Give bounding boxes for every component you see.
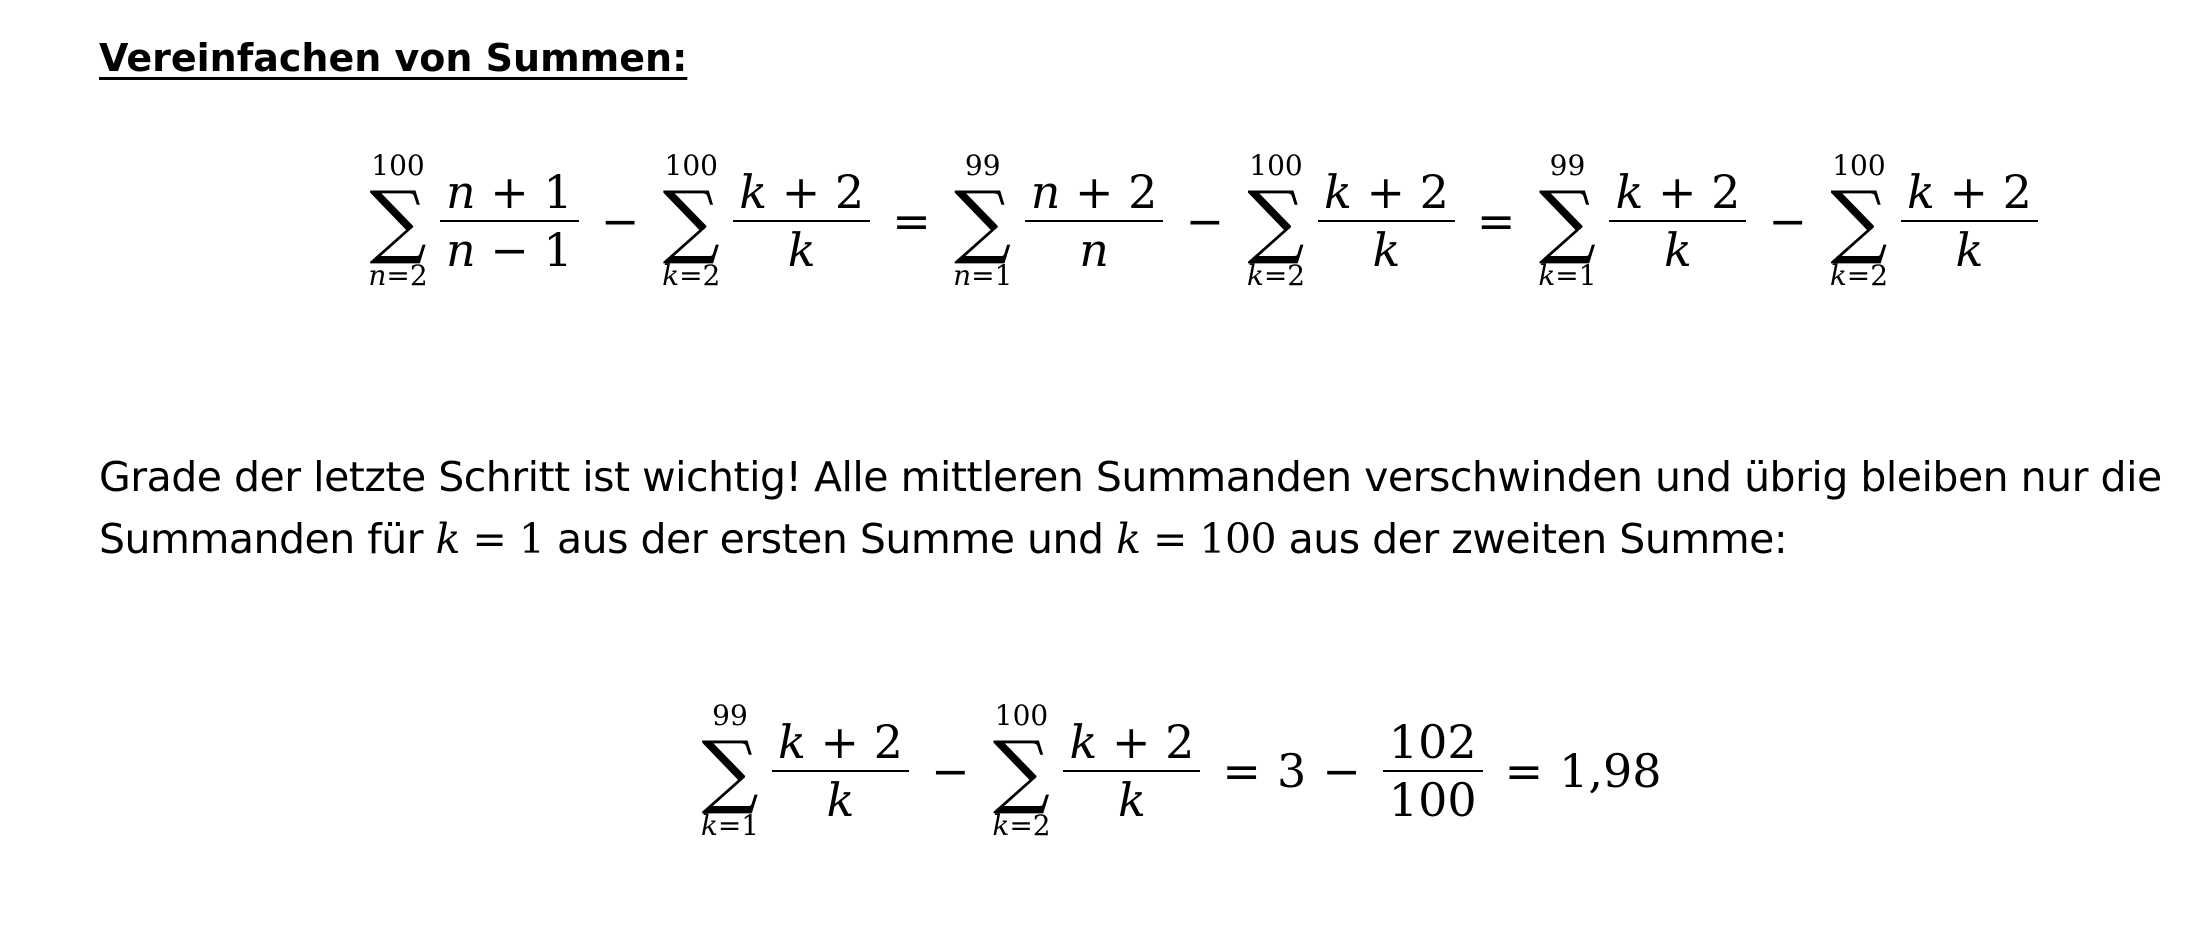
- inline-math-value: = 1: [459, 515, 545, 563]
- fraction: [1383, 714, 1483, 828]
- fraction-numerator: k + 2: [778, 715, 903, 769]
- fraction-denominator: k: [1372, 223, 1401, 277]
- sum-symbol: [694, 700, 766, 842]
- sum-lower-limit: k=2: [992, 809, 1051, 842]
- sigma-glyph: ∑: [1247, 174, 1305, 267]
- constant-three: 3: [1276, 744, 1307, 798]
- fraction-numerator: n + 2: [1030, 165, 1158, 219]
- fraction-numerator: k + 2: [1906, 165, 2032, 219]
- page-heading: Vereinfachen von Summen:: [99, 36, 688, 80]
- sum-lower-limit: k=2: [1246, 259, 1306, 292]
- sigma-glyph: ∑: [992, 724, 1051, 817]
- fraction: [733, 164, 870, 278]
- fraction-numerator: k + 2: [1069, 715, 1195, 769]
- fraction: [1318, 164, 1455, 278]
- operator: −: [1185, 194, 1224, 248]
- explanation-paragraph: [99, 446, 2162, 570]
- sum-upper-limit: 100: [371, 149, 425, 182]
- fraction-denominator: k: [787, 223, 816, 277]
- fraction: [1025, 164, 1164, 278]
- sum-upper-limit: 99: [1549, 149, 1586, 182]
- fraction: [1063, 714, 1200, 828]
- fraction: [440, 164, 579, 278]
- sigma-glyph: ∑: [1538, 174, 1597, 267]
- fraction-denominator: k: [1664, 223, 1692, 277]
- equation-2: [694, 700, 1662, 842]
- operator: =: [892, 194, 931, 248]
- sigma-glyph: ∑: [954, 174, 1012, 267]
- paragraph-line-1: Grade der letzte Schritt ist wichtig! Alle mittleren Summanden verschwinden und übrig bleiben nur die: [99, 453, 2162, 501]
- fraction-denominator: n: [1079, 223, 1109, 277]
- fraction-denominator: k: [826, 773, 855, 827]
- sigma-glyph: ∑: [701, 724, 759, 817]
- sigma-glyph: ∑: [662, 174, 720, 267]
- fraction-numerator: k + 2: [1323, 165, 1449, 219]
- sum-upper-limit: 100: [664, 149, 718, 182]
- fraction-denominator: n − 1: [446, 223, 573, 277]
- sum-symbol: [655, 150, 727, 292]
- sum-lower-limit: n=2: [368, 259, 428, 292]
- operator: =: [1504, 744, 1544, 798]
- fraction: [772, 714, 909, 828]
- fraction-denominator: k: [1118, 773, 1146, 827]
- sum-upper-limit: 100: [1249, 149, 1303, 182]
- operator: −: [1322, 744, 1361, 798]
- sigma-glyph: ∑: [1830, 174, 1888, 267]
- sum-symbol: [362, 150, 434, 292]
- sum-lower-limit: k=1: [1538, 259, 1597, 292]
- sum-symbol: [1531, 150, 1603, 292]
- sum-symbol: [985, 700, 1057, 842]
- fraction-numerator: k + 2: [739, 165, 865, 219]
- inline-math-var: k: [435, 515, 460, 563]
- sum-lower-limit: n=1: [953, 259, 1013, 292]
- fraction: [1609, 164, 1746, 278]
- sum-lower-limit: k=2: [1829, 259, 1889, 292]
- sum-lower-limit: k=1: [700, 809, 760, 842]
- inline-math-value: = 100: [1140, 515, 1277, 563]
- sum-symbol: [1240, 150, 1312, 292]
- operator: −: [930, 744, 970, 798]
- operator: −: [1768, 194, 1807, 248]
- fraction-denominator: 100: [1388, 773, 1477, 827]
- fraction-denominator: k: [1955, 223, 1984, 277]
- sum-upper-limit: 99: [712, 699, 748, 732]
- operator: =: [1222, 744, 1261, 798]
- fraction-numerator: n + 1: [446, 165, 573, 219]
- paragraph-line-2: Summanden für k = 1 aus der ersten Summe und k = 100 aus der zweiten Summe:: [99, 515, 1788, 563]
- operator: =: [1476, 194, 1516, 248]
- sum-upper-limit: 100: [994, 699, 1049, 732]
- sum-symbol: [1823, 150, 1895, 292]
- sum-upper-limit: 99: [964, 149, 1001, 182]
- sum-lower-limit: k=2: [662, 259, 721, 292]
- fraction-numerator: k + 2: [1615, 165, 1741, 219]
- result-value: 1,98: [1559, 744, 1662, 798]
- sum-upper-limit: 100: [1832, 149, 1886, 182]
- inline-math-var: k: [1116, 515, 1141, 563]
- equation-1: [362, 150, 2044, 292]
- sum-symbol: [947, 150, 1019, 292]
- sigma-glyph: ∑: [369, 174, 427, 267]
- fraction-numerator: 102: [1388, 715, 1477, 769]
- fraction: [1901, 164, 2038, 278]
- operator: −: [600, 194, 640, 248]
